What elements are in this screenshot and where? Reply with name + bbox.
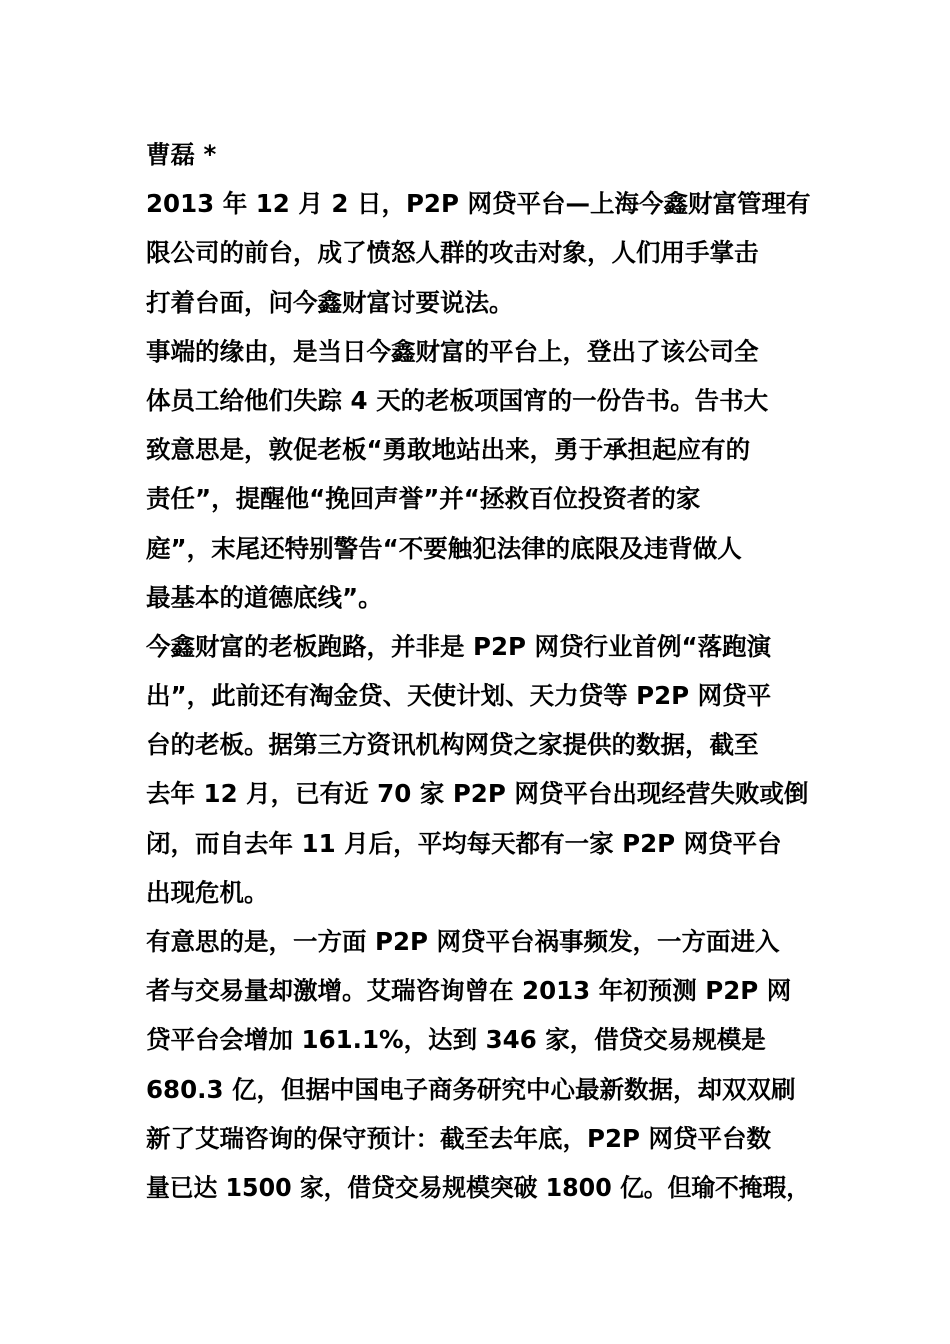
text-line: 去年 12 月，已有近 70 家 P2P 网贷平台出现经营失败或倒 bbox=[146, 779, 809, 809]
text-line: 量已达 1500 家，借贷交易规模突破 1800 亿。但瑜不掩瑕， bbox=[146, 1172, 810, 1202]
text-line: 最基本的道德底线”。 bbox=[146, 582, 383, 612]
text-line: 者与交易量却激增。艾瑞咨询曾在 2013 年初预测 P2P 网 bbox=[146, 976, 792, 1006]
text-line: 台的老板。据第三方资讯机构网贷之家提供的数据，截至 bbox=[146, 730, 759, 760]
text-line: 出”，此前还有淘金贷、天使计划、天力贷等 P2P 网贷平 bbox=[146, 681, 772, 711]
article-body bbox=[146, 130, 810, 1212]
text-line: 2013 年 12 月 2 日，P2P 网贷平台—上海今鑫财富管理有 bbox=[146, 189, 811, 219]
text-line: 责任”，提醒他“挽回声誉”并“拯救百位投资者的家 bbox=[146, 484, 701, 514]
text-line: 今鑫财富的老板跑路，并非是 P2P 网贷行业首例“落跑演 bbox=[146, 631, 772, 661]
text-line: 680.3 亿，但据中国电子商务研究中心最新数据，却双双刷 bbox=[146, 1074, 796, 1104]
text-line: 打着台面，问今鑫财富讨要说法。 bbox=[146, 287, 514, 317]
text-line: 限公司的前台，成了愤怒人群的攻击对象，人们用手掌击 bbox=[146, 238, 759, 268]
text-line: 出现危机。 bbox=[146, 877, 269, 907]
text-line: 体员工给他们失踪 4 天的老板项国宵的一份告书。告书大 bbox=[146, 385, 769, 415]
text-line: 有意思的是，一方面 P2P 网贷平台祸事频发，一方面进入 bbox=[146, 927, 780, 956]
author-byline: 曹磊 * bbox=[146, 140, 217, 169]
text-line: 致意思是，敦促老板“勇敢地站出来，勇于承担起应有的 bbox=[146, 435, 751, 465]
text-line: 庭”，末尾还特别警告“不要触犯法律的底限及违背做人 bbox=[146, 533, 742, 563]
text-line: 闭，而自去年 11 月后，平均每天都有一家 P2P 网贷平台 bbox=[146, 828, 782, 858]
text-line: 新了艾瑞咨询的保守预计：截至去年底，P2P 网贷平台数 bbox=[146, 1123, 771, 1153]
text-line: 事端的缘由，是当日今鑫财富的平台上，登出了该公司全 bbox=[146, 336, 759, 366]
text-line: 贷平台会增加 161.1%，达到 346 家，借贷交易规模是 bbox=[146, 1025, 766, 1055]
